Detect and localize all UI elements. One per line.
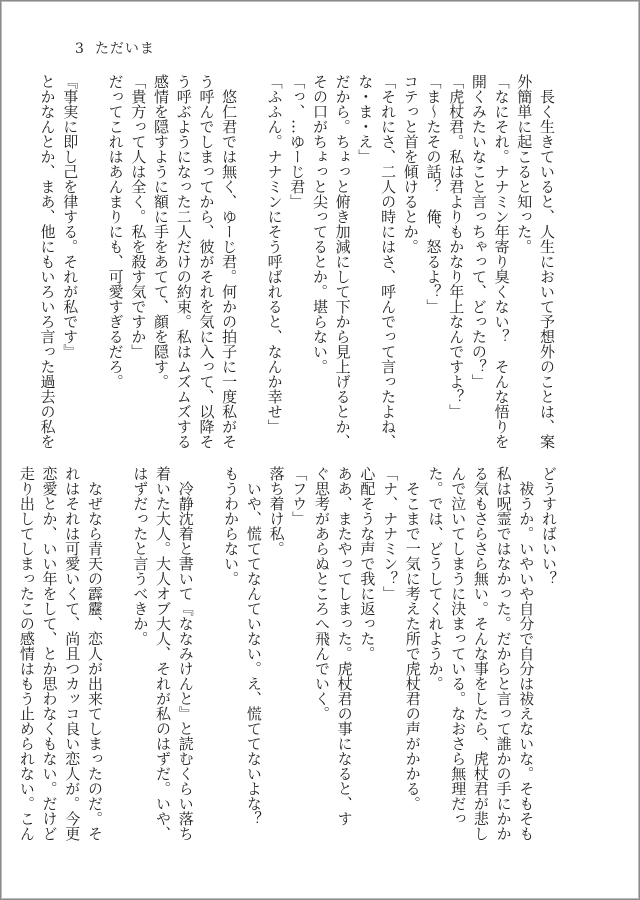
text-line [81, 74, 104, 442]
text-line: 長く生きていると、人生において予想外のことは、案 [538, 74, 556, 449]
text-line: た。では、どうしてくれようか。 [426, 466, 445, 691]
text-line: そこまで一気に考えた所で虎杖君の声がかかる。 [403, 466, 422, 811]
body-text-upper [28, 74, 558, 449]
text-line: コテっと首を傾けるとか。 [401, 74, 420, 254]
text-line [197, 466, 220, 850]
text-line: 「ナ、ナナミン？」 [381, 466, 400, 601]
text-line: る気もさらさら無い。そんな事をしたら、虎杖君が悲し [471, 466, 490, 841]
text-line: 落ち着け私。 [267, 466, 286, 556]
text-line: 走り出してしまったこの感情はもう止められない。こん [17, 466, 36, 841]
text-line: 「っ、…ゆーじ君」 [288, 74, 307, 209]
text-line: 冷静沈着と書いて『ななみけんと』と読むくらい落ち [176, 466, 195, 841]
text-line: 恋愛とか、いい年をして、とか思わなくもない。だけど [40, 466, 59, 841]
book-page [1, 1, 639, 899]
text-line: どうすればいい？ [540, 466, 558, 586]
text-line: だから。ちょっと俯き加減にして下から見上げるとか、 [333, 74, 352, 449]
running-head [75, 38, 165, 58]
text-line: 私は呪霊ではなかった。だからと言って誰かの手にかか [494, 466, 513, 841]
text-line: 悠仁君では無く、ゆーじ君。何かの拍子に一度私がそ [220, 74, 239, 449]
text-line: 「ふふん。ナナミンにそう呼ばれると、なんか幸せ」 [265, 74, 284, 434]
text-line: な・ま・え」 [356, 74, 375, 164]
text-line: 外簡単に起こると知った。 [515, 74, 534, 254]
text-line: 「なにそれ。ナナミン年寄り臭くない？ そんな悟りを [492, 74, 511, 449]
text-line: とかなんとか、まあ、他にもいろいろ言った過去の私を [38, 74, 57, 449]
text-line: ぐ思考があらぬところへ飛んでいく。 [312, 466, 331, 721]
text-line [106, 466, 129, 850]
text-line: 「それにさ、二人の時にはさ、呼んでって言ったよね、 [379, 74, 398, 449]
text-line: 「ま～たその話？ 俺、怒るよ？」 [424, 74, 443, 314]
text-line: れはそれは可愛いくて、尚且つカッコ良い恋人が。今更 [63, 466, 82, 841]
text-line: 感情を隠すように額に手をあてて、顔を隠す。 [152, 74, 171, 389]
text-line: いや、慌ててなんていない。え、慌ててないよな？ [244, 466, 263, 826]
text-line: なぜなら青天の霹靂、恋人が出来てしまったのだ。そ [85, 466, 104, 841]
text-line: その口がちょっと尖ってるとか。堪らない。 [310, 74, 329, 374]
text-line: 「貴方って人は全く。私を殺す気ですか」 [129, 74, 148, 359]
text-line: 「虎杖君。私は君よりもかなり年上なんですよ？」 [447, 74, 466, 419]
chapter-title: ただいま [94, 41, 155, 57]
text-line: う呼んでしまってから、彼がそれを気に入って、以降そ [197, 74, 216, 449]
text-line: はずだったと言うべきか。 [131, 466, 150, 646]
text-line: う呼ぶようになった二人だけの約束。私はムズムズする [174, 74, 193, 449]
text-line: だってこれはあんまりにも、可愛すぎるだろ。 [106, 74, 125, 389]
text-line: 『事実に即し己を律する。それが私です』 [61, 74, 80, 359]
text-line: んで泣いてしまうに決まっている。なおさら無理だっ [449, 466, 468, 826]
text-line: 祓うか。いやいや自分で自分は祓えないな。そもそも [517, 466, 536, 841]
text-line: 開くみたいなこと言っちゃって、どったの？」 [469, 74, 488, 389]
body-text-lower [17, 466, 560, 850]
text-line: もうわからない。 [222, 466, 241, 586]
text-line [240, 74, 263, 442]
text-line: 心配そうな声で我に返った。 [358, 466, 377, 661]
text-line: 「フウ」 [290, 466, 309, 526]
text-line: 着いた大人。大人オブ大人、それが私のはずだ。いや、 [154, 466, 173, 841]
chapter-number: 3 [75, 41, 85, 57]
text-line: ああ、またやってしまった。虎杖君の事になると、す [335, 466, 354, 826]
